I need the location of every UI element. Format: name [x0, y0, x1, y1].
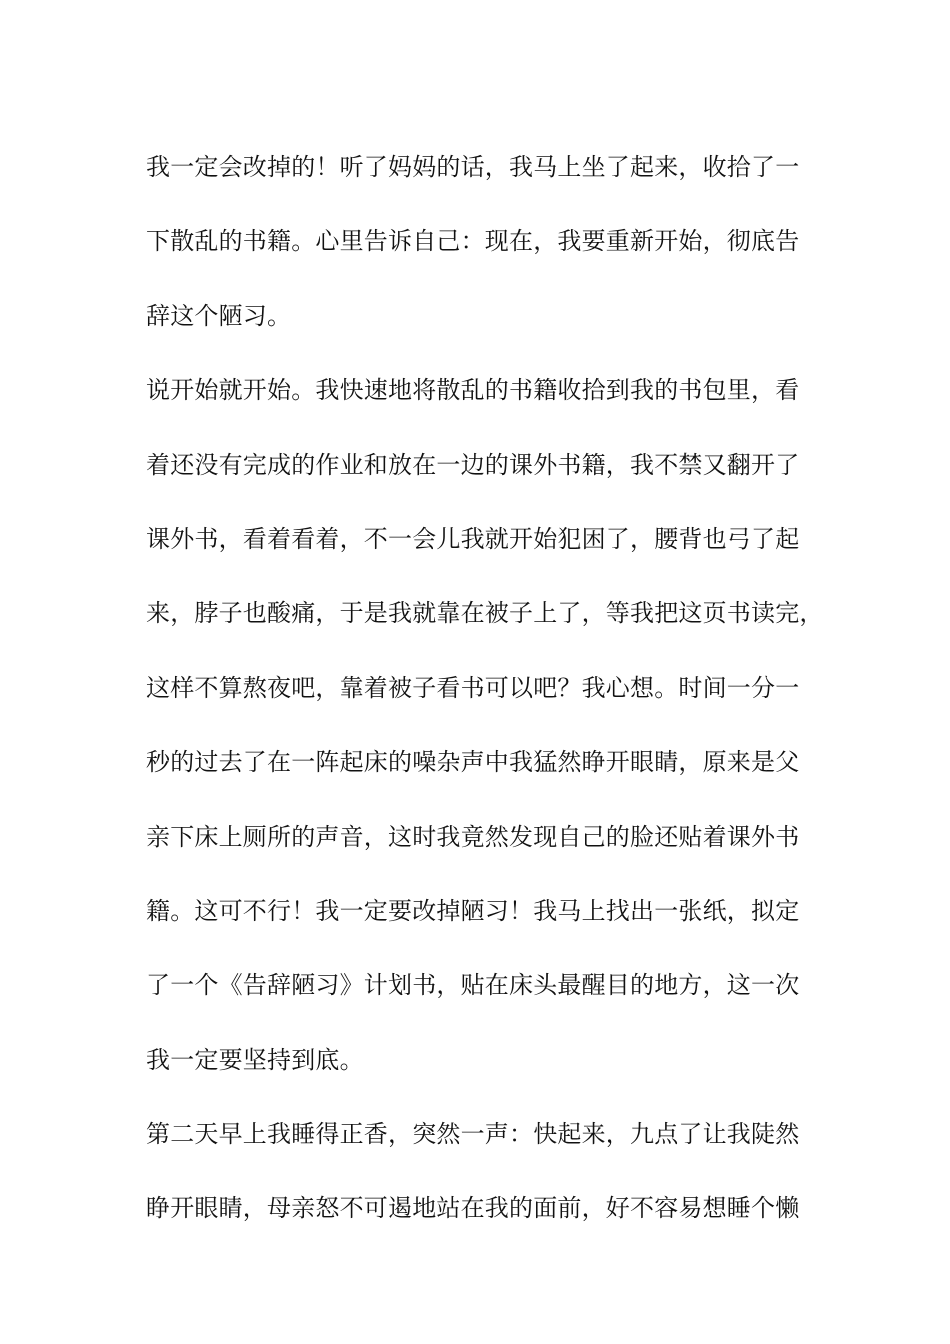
text-line: 了一个《告辞陋习》计划书，贴在床头最醒目的地方，这一次 — [146, 971, 800, 1000]
text-line: 这样不算熬夜吧，靠着被子看书可以吧？我心想。时间一分一 — [146, 673, 800, 702]
text-line: 说开始就开始。我快速地将散乱的书籍收拾到我的书包里，看 — [146, 376, 800, 405]
text-line: 睁开眼睛，母亲怒不可遏地站在我的面前，好不容易想睡个懒 — [146, 1194, 800, 1223]
text-line: 亲下床上厕所的声音，这时我竟然发现自己的脸还贴着课外书 — [146, 822, 800, 851]
text-line: 我一定会改掉的！听了妈妈的话，我马上坐了起来，收拾了一 — [146, 153, 800, 181]
body-text — [146, 130, 836, 1246]
text-line: 着还没有完成的作业和放在一边的课外书籍，我不禁又翻开了 — [146, 450, 800, 479]
text-line: 第二天早上我睡得正香，突然一声：快起来，九点了让我陡然 — [146, 1120, 800, 1149]
text-line: 下散乱的书籍。心里告诉自己：现在，我要重新开始，彻底告 — [146, 227, 800, 256]
text-line: 我一定要坚持到底。 — [146, 1045, 364, 1074]
text-line: 籍。这可不行！我一定要改掉陋习！我马上找出一张纸，拟定 — [146, 896, 800, 925]
text-line: 辞这个陋习。 — [146, 301, 292, 330]
text-line: 秒的过去了在一阵起床的噪杂声中我猛然睁开眼睛，原来是父 — [146, 748, 800, 777]
text-line: 课外书，看着看着，不一会儿我就开始犯困了，腰背也弓了起 — [146, 524, 800, 553]
text-line: 来，脖子也酸痛，于是我就靠在被子上了，等我把这页书读完， — [146, 599, 824, 628]
